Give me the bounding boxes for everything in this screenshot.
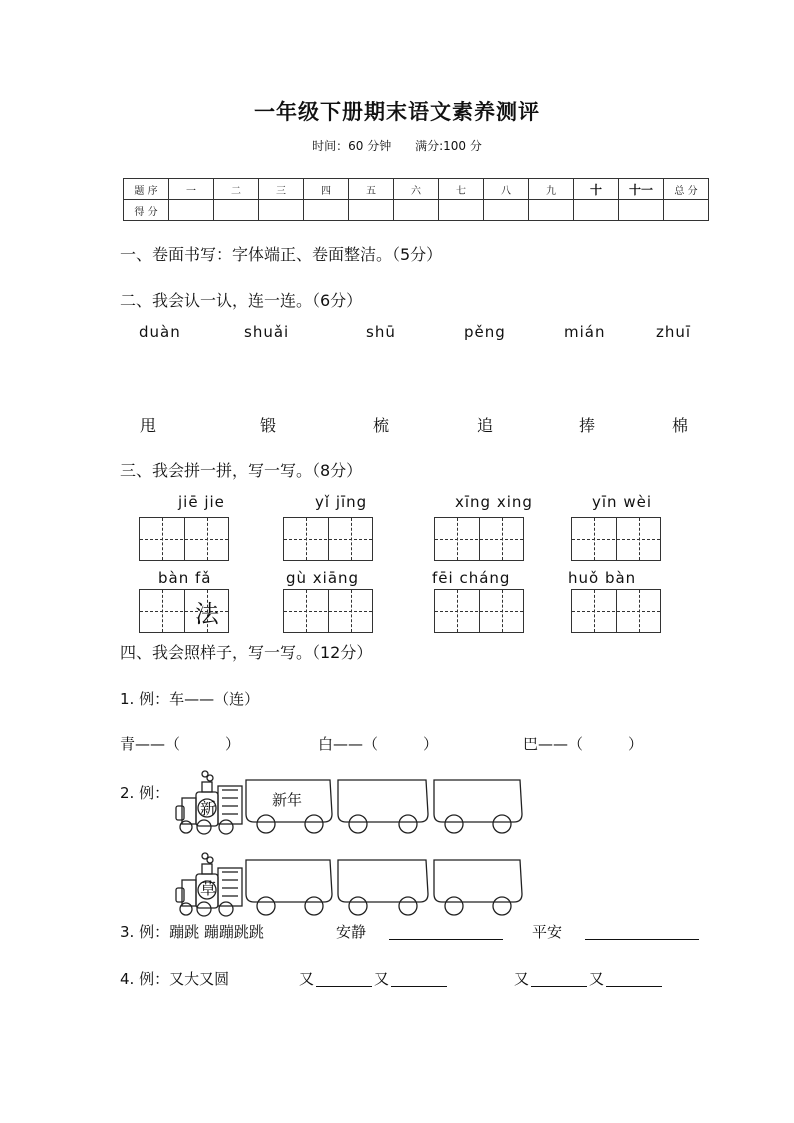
write-pinyin: yīn wèi [592, 493, 652, 511]
exam-info [0, 137, 794, 154]
exam-score: 满分:100 分 [415, 139, 482, 153]
score-cell: 四 [304, 179, 349, 200]
write-pinyin: fēi cháng [432, 569, 511, 587]
train-2-head-char: 草 [200, 879, 217, 898]
tianzi-grid[interactable] [434, 589, 524, 633]
score-cell: 总 分 [664, 179, 709, 200]
match-pinyin: pěng [464, 323, 506, 341]
score-row-label: 得 分 [124, 200, 169, 221]
score-blank[interactable] [664, 200, 709, 221]
score-blank[interactable] [484, 200, 529, 221]
tianzi-grid[interactable] [571, 517, 661, 561]
q4-you: 又 [589, 970, 605, 988]
score-cell: 九 [529, 179, 574, 200]
filled-char: 法 [195, 600, 219, 628]
section-3-heading: 三、我会拼一拼，写一写。（8分） [120, 461, 363, 480]
q3-word-2: 平安 [532, 923, 563, 941]
q3-answer-line-1[interactable] [389, 923, 503, 940]
section-2-heading: 二、我会认一认，连一连。（6分） [120, 291, 363, 310]
score-cell: 六 [394, 179, 439, 200]
match-pinyin: duàn [139, 323, 181, 341]
score-cell: 十 [574, 179, 619, 200]
score-cell: 十一 [619, 179, 664, 200]
tianzi-grid[interactable] [283, 517, 373, 561]
score-blank[interactable] [574, 200, 619, 221]
score-blank[interactable] [394, 200, 439, 221]
write-pinyin: bàn fǎ [158, 569, 212, 587]
score-blank[interactable] [259, 200, 304, 221]
match-char: 棉 [672, 416, 689, 435]
q4-you: 又 [299, 970, 315, 988]
match-char: 锻 [260, 416, 277, 435]
match-char: 捧 [579, 416, 596, 435]
match-pinyin: mián [564, 323, 606, 341]
score-cell: 一 [169, 179, 214, 200]
tianzi-grid[interactable] [139, 589, 229, 633]
score-blank[interactable] [169, 200, 214, 221]
score-cell: 题 序 [124, 179, 169, 200]
score-blank[interactable] [439, 200, 484, 221]
match-pinyin: shuǎi [244, 323, 290, 341]
match-char: 梳 [373, 416, 390, 435]
score-blank[interactable] [529, 200, 574, 221]
match-pinyin: shū [366, 323, 396, 341]
section-1-heading: 一、卷面书写：字体端正、卷面整洁。（5分） [120, 245, 443, 264]
score-blank[interactable] [304, 200, 349, 221]
train-1-head-char: 新 [200, 799, 217, 818]
tianzi-grid[interactable] [139, 517, 229, 561]
write-pinyin: huǒ bàn [568, 569, 637, 587]
write-pinyin: jiē jie [178, 493, 225, 511]
page-title: 一年级下册期末语文素养测评 [254, 100, 540, 124]
write-pinyin: yǐ jīng [315, 493, 368, 511]
train-1-illustration [172, 768, 532, 836]
score-blank[interactable] [619, 200, 664, 221]
match-char: 追 [477, 416, 494, 435]
train-1-car-word: 新年 [272, 791, 303, 809]
match-char: 甩 [140, 416, 157, 435]
q1-item[interactable]: 巴——（ ） [523, 735, 644, 753]
score-cell: 五 [349, 179, 394, 200]
q4-you: 又 [514, 970, 530, 988]
score-cell: 七 [439, 179, 484, 200]
q4-answer-line[interactable] [531, 970, 587, 987]
train-2-illustration [172, 850, 532, 918]
exam-time: 时间：60 分钟 [312, 139, 392, 153]
q1-item[interactable]: 白——（ ） [318, 735, 439, 753]
score-blank[interactable] [214, 200, 259, 221]
q4-you: 又 [374, 970, 390, 988]
q3-answer-line-2[interactable] [585, 923, 699, 940]
q3-example: 3. 例：蹦跳 蹦蹦跳跳 [120, 923, 264, 941]
match-pinyin: zhuī [656, 323, 692, 341]
score-table-score-row [124, 200, 709, 221]
q4-answer-line[interactable] [391, 970, 447, 987]
q4-example: 4. 例：又大又圆 [120, 970, 230, 988]
q4-answer-line[interactable] [316, 970, 372, 987]
tianzi-grid[interactable] [434, 517, 524, 561]
q1-example: 1. 例：车——（连） [120, 690, 260, 708]
write-pinyin: xīng xing [455, 493, 533, 511]
score-cell: 二 [214, 179, 259, 200]
q4-answer-line[interactable] [606, 970, 662, 987]
score-table [123, 178, 709, 221]
q3-word-1: 安静 [336, 923, 367, 941]
write-pinyin: gù xiāng [286, 569, 360, 587]
score-table-header-row [124, 179, 709, 200]
tianzi-grid[interactable] [571, 589, 661, 633]
section-4-heading: 四、我会照样子，写一写。（12分） [120, 643, 373, 662]
q2-label: 2. 例： [120, 784, 170, 802]
score-cell: 八 [484, 179, 529, 200]
q1-item[interactable]: 青——（ ） [120, 735, 241, 753]
score-cell: 三 [259, 179, 304, 200]
score-blank[interactable] [349, 200, 394, 221]
tianzi-grid[interactable] [283, 589, 373, 633]
